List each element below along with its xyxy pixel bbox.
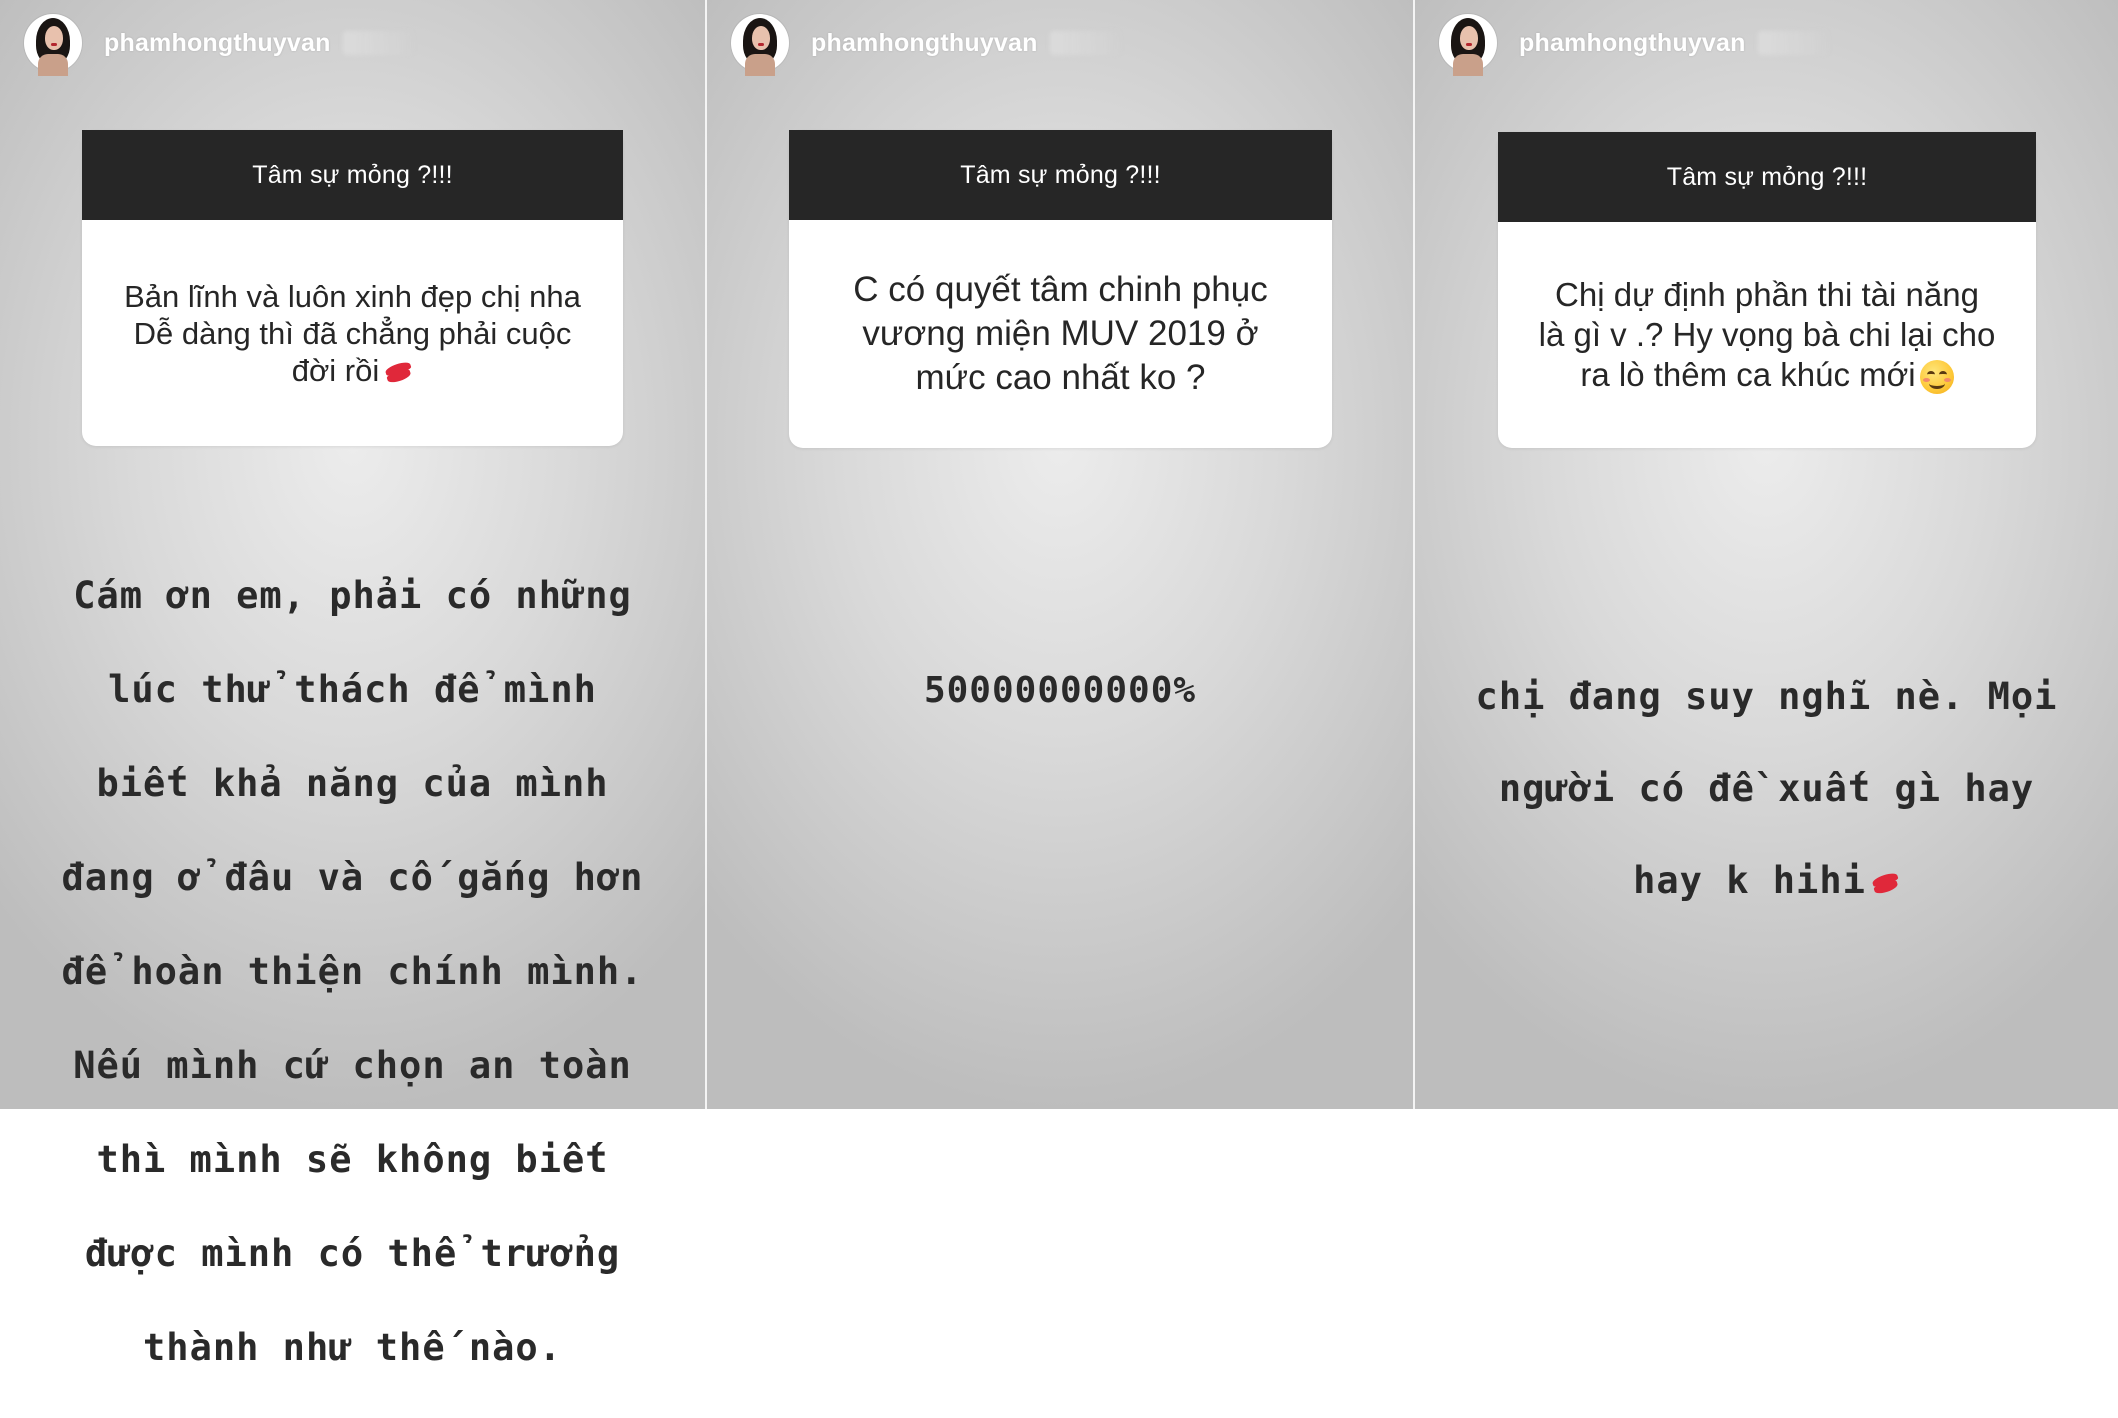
question-line: đời rồi xyxy=(124,352,581,389)
question-header: Tâm sự mỏng ?!!! xyxy=(789,130,1332,220)
question-sticker xyxy=(789,130,1332,448)
question-text xyxy=(1498,222,2036,448)
question-line: C có quyết tâm chinh phục xyxy=(853,270,1268,309)
story-panel-2 xyxy=(707,0,1413,1109)
question-sticker xyxy=(1498,132,2036,448)
reply-text: chị đang suy nghĩ nè. Mọi người có đề xuất gì hay hay k hihi xyxy=(1475,675,2058,902)
blurred-timestamp xyxy=(1050,31,1120,55)
question-header: Tâm sự mỏng ?!!! xyxy=(1498,132,2036,222)
question-line: Bản lĩnh và luôn xinh đẹp chị nha xyxy=(124,278,581,314)
question-line: ra lò thêm ca khúc mới xyxy=(1539,355,1996,395)
reply-text: Cám ơn em, phải có những lúc thử thách để mình biết khả năng của mình đang ở đâu và cố gắng hơn để hoàn thiện chính mình. Nếu mình cứ chọn an toàn thì mình sẽ không biết được mình có thể trưởng thành như thế nào. xyxy=(61,574,644,1369)
question-header: Tâm sự mỏng ?!!! xyxy=(82,130,623,220)
question-line: Chị dự định phần thi tài năng xyxy=(1555,276,1979,313)
username[interactable]: phamhongthuyvan xyxy=(104,28,331,57)
question-line: Dễ dàng thì đã chẳng phải cuộc xyxy=(133,315,572,351)
story-panel-3 xyxy=(1415,0,2118,1109)
question-line: mức cao nhất ko ? xyxy=(915,358,1206,397)
question-text xyxy=(82,220,623,446)
blurred-timestamp xyxy=(1758,31,1828,55)
story-header[interactable] xyxy=(731,14,1120,72)
kiss-mark-icon xyxy=(1870,871,1900,895)
avatar[interactable] xyxy=(24,14,82,72)
story-header[interactable] xyxy=(1439,14,1828,72)
question-text xyxy=(789,220,1332,448)
story-panel-1 xyxy=(0,0,705,1369)
avatar[interactable] xyxy=(731,14,789,72)
story-header[interactable] xyxy=(24,14,413,72)
smiling-face-icon xyxy=(1920,360,1954,394)
kiss-mark-icon xyxy=(383,360,413,384)
question-sticker xyxy=(82,130,623,446)
username[interactable]: phamhongthuyvan xyxy=(811,28,1038,57)
question-line: là gì v .? Hy vọng bà chi lại cho xyxy=(1538,316,1996,353)
question-line: vương miện MUV 2019 ở xyxy=(862,314,1259,353)
blurred-timestamp xyxy=(343,31,413,55)
avatar[interactable] xyxy=(1439,14,1497,72)
username[interactable]: phamhongthuyvan xyxy=(1519,28,1746,57)
reply-text: 50000000000% xyxy=(923,670,1197,711)
